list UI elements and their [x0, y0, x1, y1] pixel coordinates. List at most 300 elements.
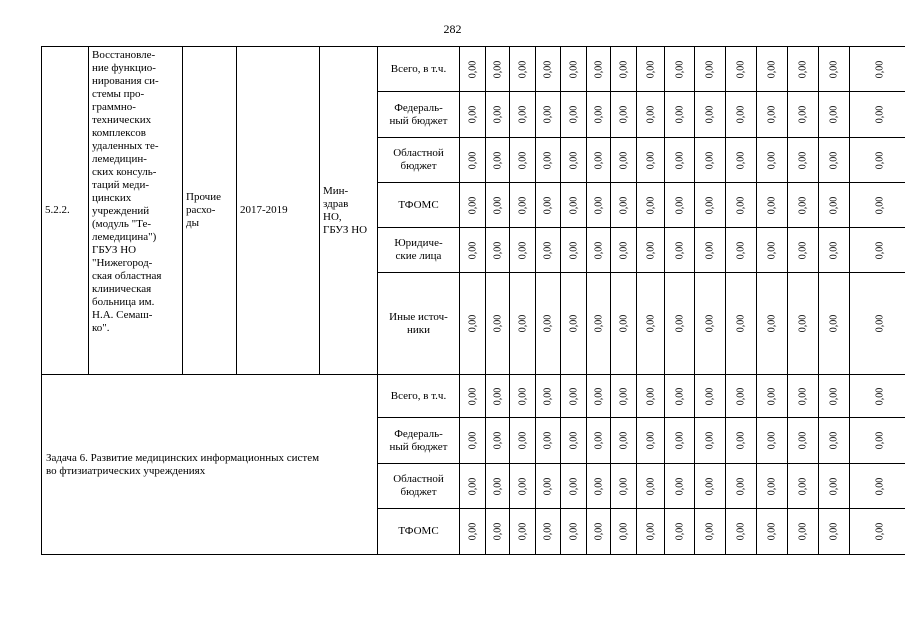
value-text: 0,00 [568, 314, 579, 333]
value-cell [819, 92, 850, 138]
value-text: 0,00 [593, 387, 604, 405]
value-text: 0,00 [874, 477, 885, 495]
value-cell [510, 418, 536, 464]
value-cell [726, 228, 757, 273]
value-cell [757, 418, 788, 464]
value-text: 0,00 [735, 431, 747, 450]
value-text: 0,00 [593, 431, 604, 450]
value-text: 0,00 [766, 151, 778, 169]
value-text: 0,00 [517, 477, 528, 495]
value-cell [850, 273, 905, 375]
value-text: 0,00 [797, 522, 809, 541]
executor: Мин- здрав НО, ГБУЗ НО [320, 47, 378, 375]
value-text: 0,00 [645, 522, 656, 541]
value-cell [726, 464, 757, 509]
value-cell [587, 273, 611, 375]
value-text: 0,00 [674, 60, 685, 78]
value-cell [665, 183, 695, 228]
value-cell [819, 509, 850, 555]
value-cell [850, 418, 905, 464]
value-text: 0,00 [766, 314, 778, 333]
value-text: 0,00 [645, 431, 656, 450]
value-cell [850, 92, 905, 138]
value-cell [587, 375, 611, 418]
value-text: 0,00 [704, 431, 716, 450]
funding-source: ТФОМС [378, 509, 460, 555]
value-cell [460, 509, 486, 555]
value-cell [611, 228, 637, 273]
value-text: 0,00 [797, 241, 809, 259]
value-cell [460, 418, 486, 464]
value-cell [561, 273, 587, 375]
value-text: 0,00 [645, 314, 656, 333]
value-cell [611, 464, 637, 509]
value-text: 0,00 [542, 431, 554, 450]
value-cell [637, 509, 665, 555]
value-text: 0,00 [766, 431, 778, 450]
value-text: 0,00 [467, 387, 478, 405]
value-text: 0,00 [568, 241, 579, 259]
value-cell [536, 47, 561, 92]
value-cell [536, 183, 561, 228]
value-text: 0,00 [517, 60, 528, 78]
value-cell [819, 183, 850, 228]
value-text: 0,00 [568, 431, 579, 450]
value-cell [788, 375, 819, 418]
value-text: 0,00 [828, 522, 840, 541]
value-text: 0,00 [492, 151, 503, 169]
funding-source: Областной бюджет [378, 464, 460, 509]
value-cell [510, 509, 536, 555]
value-text: 0,00 [542, 387, 554, 405]
value-text: 0,00 [797, 477, 809, 495]
value-cell [757, 183, 788, 228]
funding-source: ТФОМС [378, 183, 460, 228]
value-text: 0,00 [593, 241, 604, 259]
value-text: 0,00 [735, 477, 747, 495]
value-cell [757, 47, 788, 92]
value-text: 0,00 [735, 314, 747, 333]
value-cell [536, 509, 561, 555]
funding-source: Федераль- ный бюджет [378, 418, 460, 464]
value-cell [611, 375, 637, 418]
value-text: 0,00 [593, 522, 604, 541]
value-text: 0,00 [674, 387, 685, 405]
value-text: 0,00 [492, 60, 503, 78]
value-text: 0,00 [674, 241, 685, 259]
value-text: 0,00 [467, 151, 478, 169]
value-cell [486, 418, 510, 464]
value-text: 0,00 [797, 151, 809, 169]
value-text: 0,00 [735, 241, 747, 259]
value-cell [665, 47, 695, 92]
value-text: 0,00 [704, 60, 716, 78]
value-cell [460, 464, 486, 509]
value-text: 0,00 [735, 522, 747, 541]
value-text: 0,00 [467, 241, 478, 259]
value-cell [695, 228, 726, 273]
value-text: 0,00 [568, 151, 579, 169]
value-cell [637, 375, 665, 418]
value-cell [850, 47, 905, 92]
value-text: 0,00 [492, 241, 503, 259]
value-cell [788, 92, 819, 138]
value-text: 0,00 [517, 105, 528, 124]
value-text: 0,00 [704, 151, 716, 169]
value-cell [460, 138, 486, 183]
value-cell [561, 183, 587, 228]
value-cell [757, 228, 788, 273]
value-cell [695, 183, 726, 228]
value-cell [510, 138, 536, 183]
value-text: 0,00 [517, 241, 528, 259]
value-text: 0,00 [874, 60, 885, 78]
value-text: 0,00 [704, 196, 716, 214]
value-cell [788, 464, 819, 509]
value-cell [819, 138, 850, 183]
value-cell [460, 47, 486, 92]
value-text: 0,00 [828, 105, 840, 124]
value-cell [561, 228, 587, 273]
value-cell [757, 138, 788, 183]
value-cell [726, 138, 757, 183]
value-cell [486, 138, 510, 183]
value-text: 0,00 [568, 522, 579, 541]
value-cell [850, 183, 905, 228]
value-cell [665, 464, 695, 509]
value-cell [587, 418, 611, 464]
value-text: 0,00 [467, 522, 478, 541]
value-text: 0,00 [828, 387, 840, 405]
budget-table [41, 46, 905, 555]
value-cell [757, 273, 788, 375]
value-cell [695, 92, 726, 138]
value-cell [587, 183, 611, 228]
value-text: 0,00 [674, 196, 685, 214]
value-text: 0,00 [593, 314, 604, 333]
value-text: 0,00 [517, 387, 528, 405]
funding-source: Федераль- ный бюджет [378, 92, 460, 138]
value-cell [788, 47, 819, 92]
value-cell [587, 509, 611, 555]
value-cell [561, 464, 587, 509]
value-cell [695, 138, 726, 183]
funding-source: Всего, в т.ч. [378, 375, 460, 418]
value-cell [788, 509, 819, 555]
value-text: 0,00 [828, 241, 840, 259]
funding-source: Юридиче- ские лица [378, 228, 460, 273]
value-text: 0,00 [874, 522, 885, 541]
value-text: 0,00 [828, 314, 840, 333]
value-text: 0,00 [674, 151, 685, 169]
value-cell [726, 375, 757, 418]
value-text: 0,00 [467, 314, 478, 333]
value-cell [665, 509, 695, 555]
value-text: 0,00 [766, 387, 778, 405]
value-text: 0,00 [674, 522, 685, 541]
value-cell [611, 273, 637, 375]
value-cell [561, 138, 587, 183]
value-cell [665, 418, 695, 464]
value-text: 0,00 [492, 387, 503, 405]
value-text: 0,00 [568, 477, 579, 495]
value-cell [486, 228, 510, 273]
value-cell [726, 92, 757, 138]
funding-source: Областной бюджет [378, 138, 460, 183]
value-cell [536, 138, 561, 183]
value-cell [460, 92, 486, 138]
value-cell [757, 375, 788, 418]
value-text: 0,00 [492, 522, 503, 541]
value-cell [665, 138, 695, 183]
value-cell [726, 509, 757, 555]
item-description: Восстановле- ние функцио- нирования си- стемы про- граммно- технических комплексов удаленных те- лемедицин- ских консуль- таций меди- цинских учреждений (модуль "Те- лемедицина") ГБУЗ НО "Нижегород- ская областная клиническая больница им. Н.А. Семаш- ко". [89, 47, 183, 375]
value-cell [637, 228, 665, 273]
value-text: 0,00 [542, 314, 554, 333]
value-text: 0,00 [828, 477, 840, 495]
value-text: 0,00 [467, 477, 478, 495]
value-text: 0,00 [593, 151, 604, 169]
value-text: 0,00 [618, 105, 629, 124]
value-cell [850, 464, 905, 509]
value-cell [665, 92, 695, 138]
value-cell [850, 509, 905, 555]
value-text: 0,00 [618, 477, 629, 495]
value-text: 0,00 [542, 60, 554, 78]
value-cell [788, 418, 819, 464]
value-cell [788, 273, 819, 375]
value-text: 0,00 [618, 431, 629, 450]
value-cell [611, 418, 637, 464]
value-text: 0,00 [645, 151, 656, 169]
value-cell [536, 464, 561, 509]
value-text: 0,00 [766, 522, 778, 541]
value-text: 0,00 [517, 314, 528, 333]
value-text: 0,00 [766, 241, 778, 259]
value-text: 0,00 [704, 522, 716, 541]
value-text: 0,00 [645, 60, 656, 78]
value-cell [611, 509, 637, 555]
value-cell [460, 273, 486, 375]
value-cell [536, 92, 561, 138]
value-text: 0,00 [492, 314, 503, 333]
value-cell [819, 418, 850, 464]
value-cell [850, 228, 905, 273]
value-text: 0,00 [874, 105, 885, 124]
value-cell [510, 47, 536, 92]
value-text: 0,00 [674, 431, 685, 450]
funding-source: Иные источ- ники [378, 273, 460, 375]
value-cell [637, 418, 665, 464]
value-cell [637, 47, 665, 92]
value-text: 0,00 [704, 314, 716, 333]
value-text: 0,00 [828, 60, 840, 78]
value-cell [611, 47, 637, 92]
value-cell [486, 183, 510, 228]
value-cell [637, 464, 665, 509]
value-cell [510, 375, 536, 418]
value-text: 0,00 [797, 60, 809, 78]
value-cell [561, 47, 587, 92]
value-cell [695, 509, 726, 555]
value-cell [536, 375, 561, 418]
value-text: 0,00 [797, 431, 809, 450]
value-text: 0,00 [593, 477, 604, 495]
value-text: 0,00 [568, 105, 579, 124]
value-cell [637, 273, 665, 375]
value-cell [587, 464, 611, 509]
value-cell [695, 464, 726, 509]
value-text: 0,00 [735, 151, 747, 169]
value-text: 0,00 [568, 387, 579, 405]
value-cell [695, 273, 726, 375]
value-cell [726, 47, 757, 92]
value-text: 0,00 [593, 105, 604, 124]
value-cell [695, 47, 726, 92]
value-text: 0,00 [828, 196, 840, 214]
value-cell [587, 228, 611, 273]
value-text: 0,00 [797, 105, 809, 124]
value-text: 0,00 [766, 196, 778, 214]
value-text: 0,00 [618, 60, 629, 78]
value-cell [486, 92, 510, 138]
value-text: 0,00 [874, 387, 885, 405]
value-cell [788, 228, 819, 273]
value-cell [637, 183, 665, 228]
value-cell [819, 464, 850, 509]
value-cell [757, 464, 788, 509]
value-text: 0,00 [618, 387, 629, 405]
value-text: 0,00 [618, 196, 629, 214]
value-cell [695, 418, 726, 464]
value-text: 0,00 [704, 105, 716, 124]
value-cell [460, 375, 486, 418]
expense-type: Прочие расхо- ды [183, 47, 237, 375]
value-cell [587, 92, 611, 138]
value-text: 0,00 [828, 431, 840, 450]
value-cell [536, 273, 561, 375]
value-cell [536, 228, 561, 273]
value-cell [788, 183, 819, 228]
value-cell [788, 138, 819, 183]
period: 2017-2019 [237, 47, 320, 375]
value-text: 0,00 [704, 477, 716, 495]
value-cell [486, 273, 510, 375]
value-text: 0,00 [735, 196, 747, 214]
value-text: 0,00 [492, 105, 503, 124]
value-cell [665, 375, 695, 418]
value-text: 0,00 [467, 60, 478, 78]
value-cell [850, 375, 905, 418]
value-text: 0,00 [645, 105, 656, 124]
value-text: 0,00 [645, 196, 656, 214]
value-text: 0,00 [593, 60, 604, 78]
value-text: 0,00 [492, 196, 503, 214]
value-text: 0,00 [797, 314, 809, 333]
value-cell [726, 418, 757, 464]
value-cell [695, 375, 726, 418]
value-text: 0,00 [735, 105, 747, 124]
value-cell [510, 273, 536, 375]
value-text: 0,00 [874, 314, 885, 333]
value-text: 0,00 [517, 151, 528, 169]
value-text: 0,00 [735, 387, 747, 405]
value-cell [561, 375, 587, 418]
value-text: 0,00 [704, 241, 716, 259]
value-text: 0,00 [542, 151, 554, 169]
value-text: 0,00 [645, 241, 656, 259]
value-cell [510, 464, 536, 509]
value-text: 0,00 [542, 241, 554, 259]
value-text: 0,00 [517, 431, 528, 450]
value-text: 0,00 [492, 431, 503, 450]
value-cell [561, 92, 587, 138]
value-text: 0,00 [618, 241, 629, 259]
value-cell [510, 183, 536, 228]
value-cell [460, 228, 486, 273]
value-cell [510, 92, 536, 138]
value-text: 0,00 [568, 60, 579, 78]
value-text: 0,00 [704, 387, 716, 405]
value-text: 0,00 [828, 151, 840, 169]
value-text: 0,00 [618, 151, 629, 169]
value-cell [486, 509, 510, 555]
value-cell [510, 228, 536, 273]
value-text: 0,00 [766, 477, 778, 495]
value-cell [819, 47, 850, 92]
value-text: 0,00 [467, 196, 478, 214]
value-cell [561, 418, 587, 464]
value-text: 0,00 [618, 314, 629, 333]
value-cell [486, 464, 510, 509]
value-cell [819, 273, 850, 375]
value-text: 0,00 [674, 105, 685, 124]
value-cell [486, 47, 510, 92]
value-cell [460, 183, 486, 228]
value-text: 0,00 [766, 105, 778, 124]
value-cell [819, 375, 850, 418]
value-text: 0,00 [467, 105, 478, 124]
value-text: 0,00 [492, 477, 503, 495]
value-text: 0,00 [517, 522, 528, 541]
value-text: 0,00 [645, 387, 656, 405]
value-text: 0,00 [517, 196, 528, 214]
value-text: 0,00 [542, 196, 554, 214]
value-cell [757, 509, 788, 555]
table-row [42, 375, 905, 418]
value-text: 0,00 [542, 477, 554, 495]
value-cell [850, 138, 905, 183]
value-cell [637, 138, 665, 183]
value-text: 0,00 [874, 431, 885, 450]
value-cell [536, 418, 561, 464]
value-cell [561, 509, 587, 555]
value-cell [611, 92, 637, 138]
value-cell [637, 92, 665, 138]
value-text: 0,00 [568, 196, 579, 214]
value-text: 0,00 [542, 522, 554, 541]
value-cell [819, 228, 850, 273]
value-text: 0,00 [542, 105, 554, 124]
value-cell [611, 183, 637, 228]
value-text: 0,00 [618, 522, 629, 541]
value-text: 0,00 [593, 196, 604, 214]
value-text: 0,00 [874, 196, 885, 214]
value-text: 0,00 [874, 151, 885, 169]
value-cell [726, 273, 757, 375]
value-cell [587, 138, 611, 183]
value-text: 0,00 [766, 60, 778, 78]
